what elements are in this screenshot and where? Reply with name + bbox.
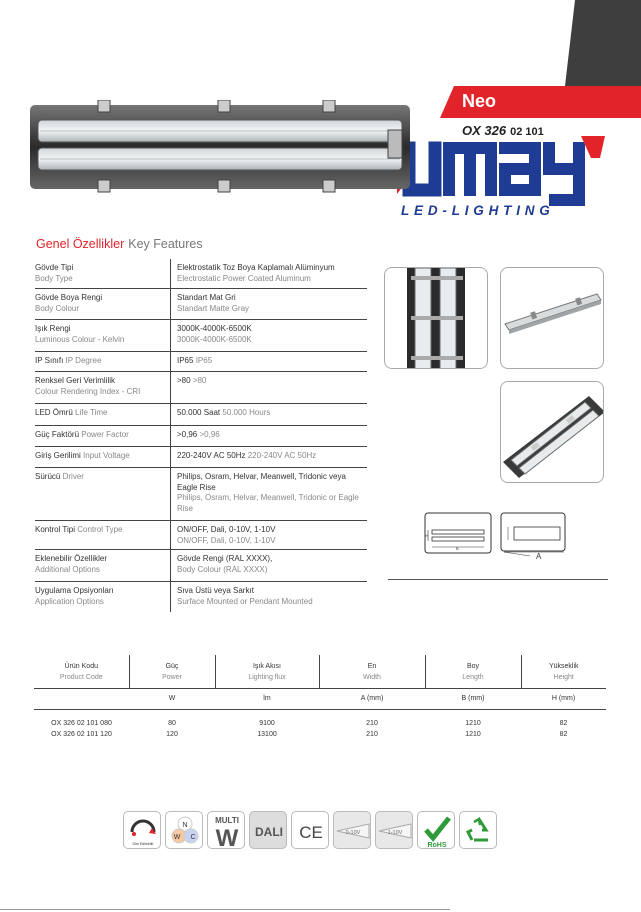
- nwc-w: W: [173, 834, 181, 841]
- features-row-value: [171, 521, 367, 549]
- height-1: 82: [559, 719, 568, 727]
- product-name: Neo: [462, 91, 497, 111]
- features-table: [35, 259, 367, 612]
- height-cell: [521, 709, 606, 740]
- label-tr: Giriş Gerilimi: [35, 451, 81, 460]
- unit-cell: [34, 688, 129, 709]
- label-tr: Renksel Geri Verimlilik: [35, 376, 116, 385]
- product-code-2: OX 326 02 101 120: [51, 730, 112, 738]
- width-2: 210: [366, 730, 378, 738]
- unit-cell: H (mm): [521, 688, 606, 709]
- voltage-0-10-icon: [333, 811, 371, 849]
- label-en: Input Voltage: [83, 451, 130, 460]
- corner-dark-shape: [565, 0, 641, 86]
- header-cell: [425, 655, 521, 688]
- features-row: [35, 468, 367, 521]
- brand-logo: [395, 128, 615, 223]
- features-row: [35, 426, 367, 447]
- label-en: Body Type: [35, 273, 73, 283]
- header-en: Height: [553, 674, 574, 681]
- features-row-value: [171, 259, 367, 288]
- table-header-row: [34, 655, 606, 688]
- value-en: IP65: [195, 356, 213, 365]
- label-en: Application Options: [35, 596, 104, 606]
- features-row-value: [171, 447, 367, 467]
- value-en: Electrostatic Power Coated Aluminum: [177, 273, 311, 283]
- footer-divider: [0, 909, 450, 910]
- brand-tagline: LED-LIGHTING: [401, 203, 555, 218]
- length-1: 1210: [465, 719, 481, 727]
- features-row-label: [35, 426, 171, 446]
- features-row: [35, 404, 367, 426]
- value-tr: 50.000 Saat: [177, 408, 221, 417]
- nwc-n: N: [182, 822, 188, 829]
- label-en: IP Degree: [65, 356, 102, 365]
- features-row: [35, 289, 367, 320]
- value-tr: Standart Mat Gri: [177, 293, 236, 302]
- features-row: [35, 372, 367, 404]
- features-row-value: [171, 404, 367, 425]
- value-en: >80: [192, 376, 207, 385]
- table-units-row: [34, 688, 606, 709]
- label-tr: Kontrol Tipi: [35, 525, 76, 534]
- features-row-label: [35, 521, 171, 549]
- value-en: >0,96: [199, 430, 220, 439]
- dimension-drawing-front: [424, 512, 492, 554]
- ce-text: CE: [299, 823, 323, 842]
- features-row-value: [171, 289, 367, 319]
- label-tr: Sürücü: [35, 472, 61, 481]
- features-row: [35, 259, 367, 289]
- label-tr: Gövde Boya Rengi: [35, 293, 103, 302]
- value-tr: Philips, Osram, Helvar, Meanwell, Tridonic veya Eagle Rise: [177, 472, 346, 492]
- features-row-value: [171, 468, 367, 520]
- header-tr: Güç: [165, 663, 179, 670]
- label-tr: Eklenebilir Özellikler: [35, 554, 108, 563]
- features-row-label: [35, 372, 171, 403]
- features-row-value: [171, 426, 367, 446]
- header-cell: [129, 655, 215, 688]
- header-tr: Ürün Kodu: [64, 663, 98, 670]
- header-tr: Işık Akısı: [252, 663, 281, 670]
- value-tr: 220-240V AC 50Hz: [177, 451, 246, 460]
- features-row-label: [35, 320, 171, 351]
- header-en: Width: [363, 674, 381, 681]
- value-en: Surface Mounted or Pendant Mounted: [177, 596, 313, 606]
- features-row-label: [35, 259, 171, 288]
- unit-cell: B (mm): [425, 688, 521, 709]
- features-row-label: [35, 289, 171, 319]
- multi-w: W: [215, 825, 239, 849]
- value-en: ON/OFF, Dali, 0-10V, 1-10V: [177, 535, 276, 545]
- value-tr: IP65: [177, 356, 194, 365]
- model-prefix: OX 326: [462, 123, 507, 138]
- label-h: H: [425, 533, 429, 538]
- features-row-label: [35, 352, 171, 371]
- features-row-label: [35, 468, 171, 520]
- unit-cell: lm: [215, 688, 319, 709]
- label-tr: Güç Faktörü: [35, 430, 80, 439]
- length-cell: [425, 709, 521, 740]
- header-cell: [34, 655, 129, 688]
- value-en: Standart Matte Gray: [177, 303, 250, 313]
- features-row-value: [171, 550, 367, 581]
- label-a: A: [536, 552, 542, 561]
- label-tr: Uygulama Opsiyonları: [35, 586, 114, 595]
- header-tr: Yükseklik: [548, 663, 579, 670]
- features-row-label: [35, 582, 171, 612]
- value-tr: Gövde Rengi (RAL XXXX),: [177, 554, 273, 563]
- recycle-icon: [459, 811, 497, 849]
- label-en: Life Time: [75, 408, 108, 417]
- features-row-value: [171, 372, 367, 403]
- label-tr: Işık Rengi: [35, 324, 71, 333]
- power-2: 120: [166, 730, 178, 738]
- v1-text: 0-10V: [345, 830, 361, 836]
- color-temp-icon: [165, 811, 203, 849]
- product-image-front: [384, 267, 488, 369]
- label-en: Driver: [62, 472, 84, 481]
- power-cell: [129, 709, 215, 740]
- dimmable-text: Dim Edilebilir: [132, 842, 154, 846]
- value-en: Body Colour (RAL XXXX): [177, 564, 268, 574]
- label-en: Control Type: [77, 525, 123, 534]
- header-en: Power: [162, 674, 182, 681]
- features-row: [35, 582, 367, 612]
- rohs-text: RoHS: [427, 842, 447, 849]
- header-tr: Boy: [466, 663, 480, 670]
- height-2: 82: [559, 730, 568, 738]
- power-1: 80: [168, 719, 176, 727]
- product-table: [34, 655, 606, 740]
- features-row-value: [171, 352, 367, 371]
- dimension-drawing-top: [500, 512, 568, 562]
- table-row: [34, 709, 606, 740]
- value-tr: ON/OFF, Dali, 0-10V, 1-10V: [177, 525, 276, 534]
- value-tr: >80: [177, 376, 191, 385]
- label-tr: IP Sınıfı: [35, 356, 64, 365]
- label-en: Additional Options: [35, 564, 100, 574]
- header-cell: [521, 655, 606, 688]
- dimmable-icon: [123, 811, 161, 849]
- header-en: Length: [462, 674, 484, 681]
- flux-2: 13100: [257, 730, 277, 738]
- header-en: Lighting flux: [248, 674, 286, 681]
- unit-cell: A (mm): [319, 688, 425, 709]
- label-tr: LED Ömrü: [35, 408, 73, 417]
- features-row: [35, 521, 367, 550]
- features-row: [35, 352, 367, 372]
- key-features-title: [36, 237, 203, 251]
- flux-cell: [215, 709, 319, 740]
- header-cell: [319, 655, 425, 688]
- flux-1: 9100: [259, 719, 275, 727]
- label-en: Power Factor: [81, 430, 129, 439]
- value-tr: 3000K-4000K-6500K: [177, 324, 252, 333]
- value-tr: Sıva Üstü veya Sarkıt: [177, 586, 254, 595]
- v2-text: 1-10V: [387, 830, 403, 836]
- title-tr: Genel Özellikler: [36, 237, 125, 251]
- unit-cell: W: [129, 688, 215, 709]
- header-tr: En: [367, 663, 377, 670]
- product-code: [34, 709, 129, 740]
- features-row-label: [35, 550, 171, 581]
- rohs-icon: [417, 811, 455, 849]
- product-hero-image: [28, 100, 413, 200]
- header-en: Product Code: [59, 674, 103, 681]
- drawing-separator: [388, 579, 608, 580]
- product-code-1: OX 326 02 101 080: [51, 719, 112, 727]
- features-row: [35, 320, 367, 352]
- value-tr: Elektrostatik Toz Boya Kaplamalı Alüminyum: [177, 263, 335, 272]
- title-en: Key Features: [128, 237, 203, 251]
- value-en: Philips, Osram, Helvar, Meanwell, Tridonic or Eagle Rise: [177, 493, 359, 513]
- value-en: 3000K-4000K-6500K: [177, 334, 252, 344]
- label-b: B: [456, 546, 459, 551]
- value-en: 220-240V AC 50Hz: [247, 451, 317, 460]
- label-en: Luminous Colour - Kelvin: [35, 334, 125, 344]
- label-en: Colour Rendering Index - CRI: [35, 386, 141, 396]
- features-row-label: [35, 404, 171, 425]
- header-cell: [215, 655, 319, 688]
- length-2: 1210: [465, 730, 481, 738]
- label-en: Body Colour: [35, 303, 80, 313]
- voltage-1-10-icon: [375, 811, 413, 849]
- dali-text: DALI: [255, 825, 283, 839]
- certification-icons: [123, 811, 497, 849]
- width-1: 210: [366, 719, 378, 727]
- nwc-c: C: [190, 834, 196, 841]
- value-tr: >0,96: [177, 430, 198, 439]
- features-row-value: [171, 320, 367, 351]
- features-row: [35, 447, 367, 468]
- multi-watt-icon: [207, 811, 245, 849]
- dali-icon: [249, 811, 287, 849]
- features-row-label: [35, 447, 171, 467]
- product-image-angle: [500, 381, 604, 483]
- width-cell: [319, 709, 425, 740]
- features-row-value: [171, 582, 367, 612]
- features-row: [35, 550, 367, 582]
- model-suffix: 02 101: [510, 126, 544, 138]
- multi-text: MULTI: [215, 816, 239, 825]
- ce-icon: [291, 811, 329, 849]
- label-tr: Gövde Tipi: [35, 263, 74, 272]
- value-en: 50.000 Hours: [222, 408, 271, 417]
- product-image-side: [500, 267, 604, 369]
